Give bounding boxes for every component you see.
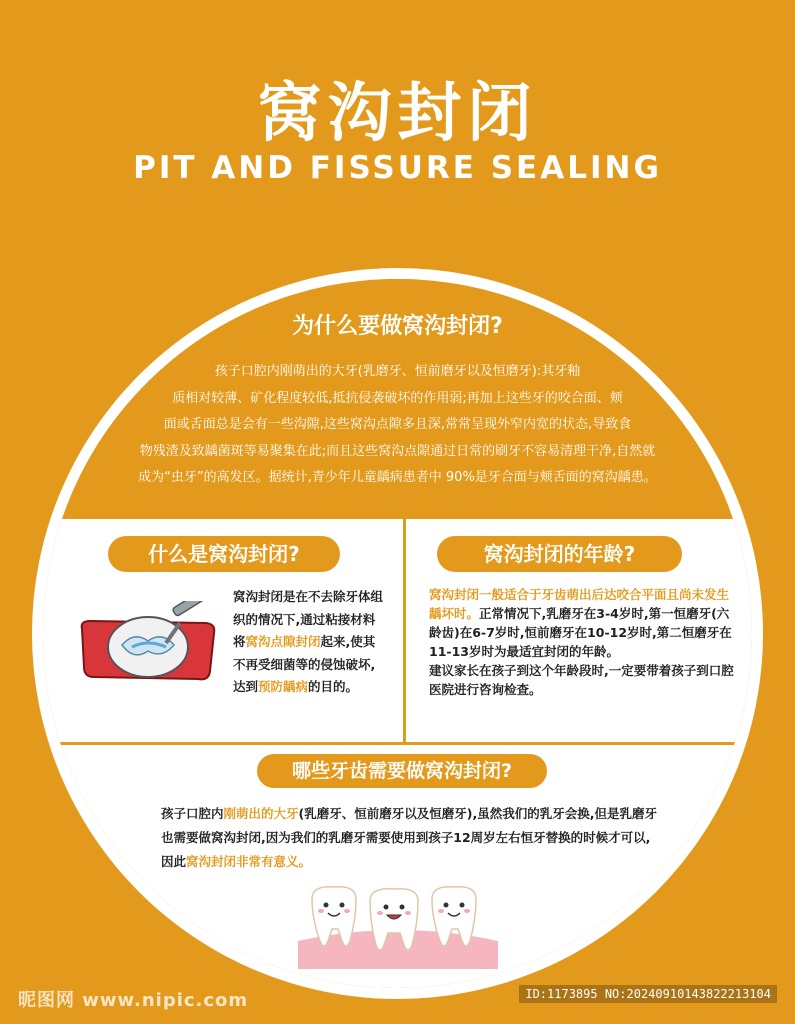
what-highlight: 窝沟点隙封闭 [245,634,321,649]
age-advice: 建议家长在孩子到这个年龄段时,一定要带着孩子到口腔医院进行咨询检查。 [429,663,734,697]
tooth-sealing-illustration [76,601,226,691]
age-highlight: 窝沟封闭一般适合于牙齿萌出后达咬合平面且尚未发生龋坏时。 [429,587,730,621]
divider-bottom [43,742,752,745]
age-heading: 窝沟封闭的年龄? [437,536,682,572]
watermark-site: 昵图网 www.nipic.com [18,990,249,1011]
cartoon-teeth-illustration [298,879,498,969]
why-line: 孩子口腔内刚萌出的大牙(乳磨牙、恒前磨牙以及恒磨牙):其牙釉 [214,364,581,379]
what-heading: 什么是窝沟封闭? [108,536,340,572]
which-paragraph [161,802,661,874]
why-line: 面或舌面总是会有一些沟隙,这些窝沟点隙多且深,常常呈现外窄内宽的状态,导致食 [163,417,632,432]
what-text: 的目的。 [308,679,359,694]
what-text: 起来,使其不再受细菌等的侵蚀破坏,达到 [233,634,376,694]
why-heading: 为什么要做窝沟封闭? [292,314,503,339]
watermark-id: ID:1173895 NO:20240910143822213104 [519,985,777,1003]
info-circle [43,279,752,988]
age-paragraph [429,585,734,699]
why-line: 成为“虫牙”的高发区。据统计,青少年儿童龋病患者中 90%是牙合面与颊舌面的窝沟龋患。 [138,470,657,485]
which-heading: 哪些牙齿需要做窝沟封闭? [257,754,547,788]
which-highlight: 刚萌出的大牙 [223,806,299,821]
divider-vertical [403,516,406,745]
what-highlight: 预防龋病 [258,679,309,694]
what-paragraph [233,586,383,699]
why-paragraph [91,359,704,492]
divider-top [43,516,752,519]
which-text: 孩子口腔内 [161,806,224,821]
page-subtitle: PIT AND FISSURE SEALING [133,150,662,186]
why-line: 质相对较薄、矿化程度较低,抵抗侵袭破坏的作用弱;再加上这些牙的咬合面、颊 [172,390,623,406]
which-highlight: 窝沟封闭非常有意义。 [186,854,312,869]
page-title: 窝沟封闭 [257,77,538,151]
why-line: 物残渣及致龋菌斑等易聚集在此;而且这些窝沟点隙通过日常的刷牙不容易清理干净,自然就 [139,443,656,459]
what-text: 窝沟封闭是在不去除牙体组织的情况下,通过粘接材料将 [233,589,384,649]
which-text: (乳磨牙、恒前磨牙以及恒磨牙),虽然我们的乳牙会换,但是乳磨牙也需要做窝沟封闭,因为我们的乳磨牙需要使用到孩子12周岁左右恒牙替换的时候才可以,因此 [161,806,657,869]
age-text: 正常情况下,乳磨牙在3-4岁时,第一恒磨牙(六龄齿)在6-7岁时,恒前磨牙在10-12岁时,第二恒磨牙在11-13岁时为最适宜封闭的年龄。 [429,606,732,659]
